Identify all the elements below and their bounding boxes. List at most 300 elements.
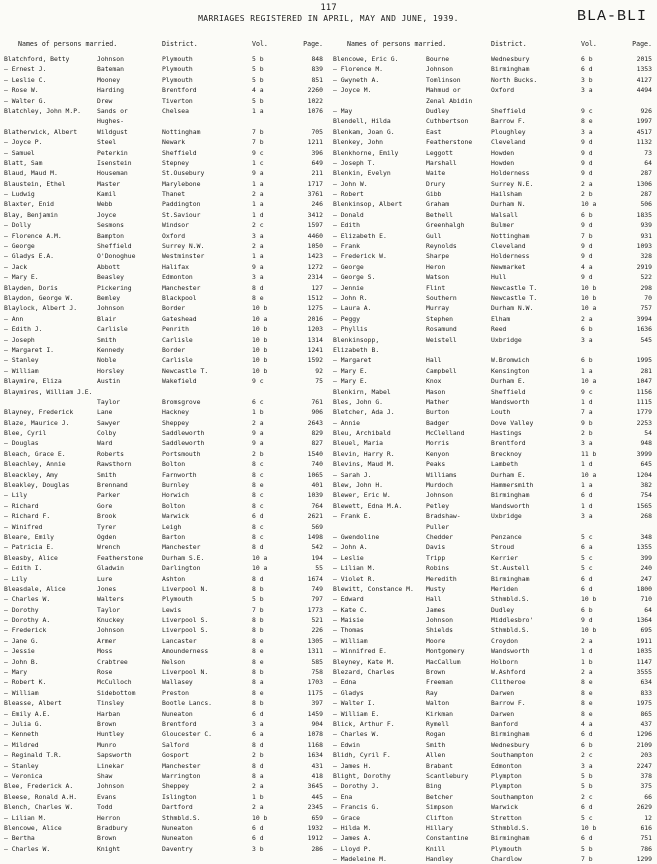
entry-page: 948 bbox=[640, 439, 652, 448]
entry-name: Blaze, Maurice J. bbox=[4, 418, 70, 427]
entry-spouse-surname: Knight bbox=[97, 844, 121, 853]
entry-name: Blenkin, Evelyn bbox=[333, 169, 391, 178]
entry-name: — Joseph bbox=[4, 335, 35, 344]
register-entry bbox=[4, 345, 326, 355]
entry-page: 1364 bbox=[636, 616, 652, 625]
entry-volume: 8 c bbox=[252, 522, 264, 531]
entry-name: — Maisie bbox=[333, 616, 364, 625]
entry-district: Brentford bbox=[162, 720, 197, 728]
register-entry bbox=[333, 293, 655, 303]
entry-name: Blenkam, Joan G. bbox=[333, 127, 395, 136]
entry-name: — Patricia E. bbox=[4, 543, 55, 552]
register-entry bbox=[333, 241, 655, 251]
entry-spouse-surname: Drew bbox=[97, 96, 113, 105]
entry-name: Bleasby, Alice bbox=[4, 553, 58, 562]
entry-page: 1065 bbox=[307, 470, 323, 479]
entry-name: — Madeleine M. bbox=[333, 855, 387, 864]
entry-name: Blee, Cyril bbox=[4, 429, 47, 438]
entry-district: Carlisle bbox=[162, 356, 193, 365]
register-entry bbox=[4, 168, 326, 178]
entry-name: Blewitt, Constance M. bbox=[333, 584, 414, 593]
entry-page: 399 bbox=[640, 553, 652, 562]
register-entry bbox=[4, 698, 326, 708]
entry-district: Durham S.E. bbox=[162, 553, 205, 562]
entry-name: Blench, Charles W. bbox=[4, 803, 74, 812]
entry-spouse-surname: Zenal Abidin bbox=[426, 96, 473, 105]
register-entry bbox=[4, 813, 326, 823]
entry-spouse-surname: Walters bbox=[97, 595, 124, 604]
entry-spouse-surname: Kennedy bbox=[97, 345, 124, 354]
entry-spouse-surname: Sawyer bbox=[97, 418, 121, 427]
entry-name: Bleackley, Amy bbox=[4, 470, 58, 479]
entry-spouse-surname: Knuckey bbox=[97, 616, 124, 625]
entry-district: Holborn bbox=[491, 657, 518, 666]
entry-spouse-surname: Kamil bbox=[97, 190, 117, 199]
entry-page: 226 bbox=[311, 626, 323, 635]
register-entry bbox=[333, 802, 655, 812]
entry-district: Warwick bbox=[162, 512, 189, 521]
entry-spouse-surname: Heron bbox=[426, 262, 446, 271]
header-district: District. bbox=[491, 40, 527, 48]
entry-spouse-surname: Lure bbox=[97, 574, 113, 583]
entry-page: 1597 bbox=[307, 221, 323, 230]
entry-spouse-surname: Tyrer bbox=[97, 522, 117, 531]
register-entry bbox=[333, 584, 655, 594]
entry-page: 1311 bbox=[307, 647, 323, 656]
register-entry bbox=[4, 459, 326, 469]
entry-volume: 10 b bbox=[581, 595, 597, 604]
entry-name: Blatherwick, Albert bbox=[4, 127, 78, 136]
entry-name: — Mary bbox=[4, 668, 28, 677]
entry-spouse-surname: Harding bbox=[97, 86, 124, 95]
entry-district: St.Austell bbox=[491, 564, 530, 573]
entry-volume: 8 d bbox=[252, 543, 264, 552]
entry-spouse-surname: Houseman bbox=[97, 169, 128, 178]
entry-spouse-surname: Tomlinson bbox=[426, 75, 461, 84]
entry-volume: 5 b bbox=[581, 782, 593, 791]
entry-name: Blaustein, Ethel bbox=[4, 179, 66, 188]
entry-name: — Leslie bbox=[333, 553, 364, 562]
entry-spouse-surname: Featherstone bbox=[97, 553, 144, 562]
entry-volume: 1 a bbox=[581, 366, 593, 375]
entry-page: 1353 bbox=[636, 65, 652, 74]
entry-name: — Joyce P. bbox=[4, 138, 43, 147]
entry-spouse-surname: Smith bbox=[426, 740, 446, 749]
entry-name: — George bbox=[333, 262, 364, 271]
entry-page: 839 bbox=[311, 65, 323, 74]
entry-district: Gateshead bbox=[162, 314, 197, 323]
entry-volume: 1 a bbox=[252, 252, 264, 261]
entry-page: 1423 bbox=[307, 252, 323, 261]
entry-name: Blenkirn, Mabel bbox=[333, 387, 391, 396]
register-entry bbox=[333, 813, 655, 823]
entry-name: Bleu, Archibald bbox=[333, 429, 391, 438]
entry-spouse-surname: Webb bbox=[97, 200, 113, 209]
entry-spouse-surname: Featherstone bbox=[426, 138, 473, 147]
entry-spouse-surname: Bradbury bbox=[97, 823, 128, 832]
page-title: MARRIAGES REGISTERED IN APRIL, MAY AND JUNE, 1939. bbox=[198, 14, 459, 23]
entry-district: Farnworth bbox=[162, 470, 197, 479]
register-entry bbox=[333, 854, 655, 864]
header-district: District. bbox=[162, 40, 198, 48]
entry-spouse-surname: Stephen bbox=[426, 314, 453, 323]
entry-spouse-surname: Evans bbox=[97, 792, 117, 801]
entry-page: 211 bbox=[311, 169, 323, 178]
entry-volume: 10 b bbox=[581, 626, 597, 635]
entry-volume: 4 a bbox=[581, 262, 593, 271]
entry-page: 2260 bbox=[307, 86, 323, 95]
entry-page: 2621 bbox=[307, 512, 323, 521]
column-header bbox=[333, 34, 655, 54]
entry-name: — Mary E. bbox=[4, 273, 39, 282]
entry-page: 1779 bbox=[636, 408, 652, 417]
entry-spouse-surname: Kenyon bbox=[426, 449, 450, 458]
entry-page: 75 bbox=[315, 377, 323, 386]
entry-name: — Jessie bbox=[4, 647, 35, 656]
entry-district: Holderness bbox=[491, 169, 530, 178]
entry-page: 1078 bbox=[307, 730, 323, 739]
entry-district: Darlington bbox=[162, 564, 201, 573]
entry-volume: 6 a bbox=[581, 543, 593, 552]
entry-volume: 1 a bbox=[252, 106, 264, 115]
entry-spouse-surname: Brabant bbox=[426, 761, 453, 770]
entry-name: Bleakley, Douglas bbox=[4, 481, 70, 490]
entry-page: 522 bbox=[640, 273, 652, 282]
entry-page: 286 bbox=[311, 844, 323, 853]
entry-volume: 8 e bbox=[581, 688, 593, 697]
entry-page: 418 bbox=[311, 771, 323, 780]
register-entry bbox=[333, 355, 655, 365]
entry-spouse-surname: Johnson bbox=[426, 491, 453, 500]
entry-district: Bootle Lancs. bbox=[162, 699, 213, 708]
entry-volume: 8 b bbox=[252, 699, 264, 708]
entry-district: Brentford bbox=[491, 439, 526, 448]
entry-page: 829 bbox=[311, 429, 323, 438]
entry-district: Howden bbox=[491, 148, 515, 157]
entry-page: 1047 bbox=[636, 377, 652, 386]
register-entry bbox=[333, 387, 655, 397]
register-entry bbox=[333, 729, 655, 739]
entry-spouse-surname: Rosamund bbox=[426, 325, 457, 334]
entry-spouse-surname: Petley bbox=[426, 501, 450, 510]
entry-volume: 4 a bbox=[581, 720, 593, 728]
entry-name: — Winnifred E. bbox=[333, 647, 387, 656]
entry-name: — Frederick bbox=[4, 626, 47, 635]
entry-district: Elham bbox=[491, 314, 511, 323]
entry-page: 506 bbox=[640, 200, 652, 209]
entry-district: Halifax bbox=[162, 262, 189, 271]
register-entry bbox=[4, 823, 326, 833]
entry-name: — William bbox=[333, 636, 368, 645]
entry-page: 66 bbox=[644, 792, 652, 801]
register-entry bbox=[333, 179, 655, 189]
entry-spouse-surname: Mooney bbox=[97, 75, 121, 84]
register-entry bbox=[4, 75, 326, 85]
entry-district: Kerrier bbox=[491, 553, 518, 562]
entry-district: Newark bbox=[162, 138, 186, 147]
entry-page: 54 bbox=[644, 429, 652, 438]
register-entry bbox=[4, 85, 326, 95]
entry-spouse-surname: Beasley bbox=[97, 273, 124, 282]
register-entry bbox=[4, 833, 326, 843]
entry-spouse-surname: Herron bbox=[97, 813, 121, 822]
entry-name: Blatt, Sam bbox=[4, 158, 43, 167]
register-entry bbox=[333, 636, 655, 646]
entry-page: 1050 bbox=[307, 242, 323, 251]
entry-volume: 10 a bbox=[581, 470, 597, 479]
entry-spouse-surname: Walton bbox=[426, 699, 450, 708]
entry-district: Brentford bbox=[162, 86, 197, 95]
entry-name: — Gladys E.A. bbox=[4, 252, 55, 261]
entry-spouse-surname: Johnson bbox=[97, 55, 124, 63]
entry-spouse-surname: Sapsworth bbox=[97, 751, 132, 760]
entry-spouse-surname: Simpson bbox=[426, 803, 453, 812]
entry-volume: 9 d bbox=[581, 169, 593, 178]
register-entry bbox=[333, 563, 655, 573]
entry-volume: 5 b bbox=[252, 65, 264, 74]
entry-page: 1997 bbox=[636, 117, 652, 126]
entry-district: Wednesbury bbox=[491, 740, 530, 749]
entry-spouse-surname: Carlisle bbox=[97, 325, 128, 334]
register-entry bbox=[4, 646, 326, 656]
entry-page: 3761 bbox=[307, 190, 323, 199]
register-entry bbox=[333, 605, 655, 615]
entry-volume: 9 d bbox=[581, 273, 593, 282]
entry-district: Burnley bbox=[162, 481, 189, 490]
entry-page: 749 bbox=[311, 584, 323, 593]
register-entry bbox=[4, 594, 326, 604]
entry-district: Bolton bbox=[162, 460, 186, 469]
entry-spouse-surname: Crabtree bbox=[97, 657, 128, 666]
entry-name: Bletcher, Ada J. bbox=[333, 408, 395, 417]
entry-name: Bleasse, Albert bbox=[4, 699, 62, 708]
entry-page: 1314 bbox=[307, 335, 323, 344]
register-entry bbox=[333, 740, 655, 750]
entry-district: Preston bbox=[162, 688, 189, 697]
entry-name: — Stanley bbox=[4, 761, 39, 770]
entry-volume: 5 b bbox=[252, 55, 264, 63]
register-entry bbox=[4, 553, 326, 563]
entry-district: Newmarket bbox=[491, 262, 526, 271]
entry-page: 1773 bbox=[307, 605, 323, 614]
entry-volume: 3 a bbox=[252, 273, 264, 282]
entry-district: Plymouth bbox=[162, 65, 193, 74]
entry-page: 1115 bbox=[636, 397, 652, 406]
entry-spouse-surname: Johnson bbox=[97, 626, 124, 635]
entry-spouse-surname: Musty bbox=[426, 584, 446, 593]
entry-district: St.Saviour bbox=[162, 210, 201, 219]
register-entry bbox=[333, 366, 655, 376]
entry-name: — Frank bbox=[333, 242, 360, 251]
entry-district: Warwick bbox=[491, 803, 518, 812]
entry-spouse-surname: Pickering bbox=[97, 283, 132, 292]
entry-name: Bleuel, Maria bbox=[333, 439, 384, 448]
entry-district: Clitheroe bbox=[491, 678, 526, 687]
entry-name: — John W. bbox=[333, 179, 368, 188]
entry-volume: 1 b bbox=[252, 792, 264, 801]
entry-name: Blaud, Maud M. bbox=[4, 169, 58, 178]
entry-page: 827 bbox=[311, 439, 323, 448]
register-entry bbox=[333, 823, 655, 833]
entry-volume: 10 a bbox=[581, 377, 597, 386]
register-entry bbox=[333, 771, 655, 781]
entry-spouse-surname: Peaks bbox=[426, 460, 446, 469]
entry-district: Ploughley bbox=[491, 127, 526, 136]
entry-name: — John R. bbox=[333, 293, 368, 302]
entry-volume: 8 e bbox=[252, 636, 264, 645]
entry-district: Brecknoy bbox=[491, 449, 522, 458]
entry-spouse-surname: Betcher bbox=[426, 792, 453, 801]
entry-district: Birmingham bbox=[491, 574, 530, 583]
entry-spouse-surname: Handley bbox=[426, 855, 453, 864]
register-entry bbox=[333, 397, 655, 407]
entry-spouse-surname: Ogden bbox=[97, 532, 117, 541]
register-entry bbox=[333, 168, 655, 178]
entry-page: 1203 bbox=[307, 325, 323, 334]
entry-name: — Charles W. bbox=[4, 844, 51, 853]
entry-district: Edmonton bbox=[162, 273, 193, 282]
entry-district: Birmingham bbox=[491, 834, 530, 843]
register-entry bbox=[333, 709, 655, 719]
header-vol: Vol. bbox=[252, 40, 268, 48]
entry-name: — Gwendoline bbox=[333, 532, 380, 541]
register-entry bbox=[4, 584, 326, 594]
entry-spouse-surname: Marshall bbox=[426, 158, 457, 167]
entry-spouse-surname: Robins bbox=[426, 564, 450, 573]
entry-district: Durham E. bbox=[491, 377, 526, 386]
entry-name: Blencowe, Eric G. bbox=[333, 55, 399, 63]
entry-volume: 2 a bbox=[252, 190, 264, 199]
entry-district: W.Bromwich bbox=[491, 356, 530, 365]
entry-volume: 8 c bbox=[252, 532, 264, 541]
entry-page: 2314 bbox=[307, 273, 323, 282]
entry-volume: 3 a bbox=[252, 231, 264, 240]
entry-district: Dartford bbox=[162, 803, 193, 812]
register-entry bbox=[333, 116, 655, 126]
entry-name: Blevin, Harry R. bbox=[333, 449, 395, 458]
entry-volume: 9 c bbox=[252, 148, 264, 157]
entry-page: 926 bbox=[640, 106, 652, 115]
entry-district: Surrey N.W. bbox=[162, 242, 205, 251]
register-entry bbox=[4, 220, 326, 230]
register-entry bbox=[333, 303, 655, 313]
entry-page: 401 bbox=[311, 481, 323, 490]
entry-name: — William E. bbox=[333, 709, 380, 718]
entry-district: Southampton bbox=[491, 792, 534, 801]
entry-name: — Julia G. bbox=[4, 720, 43, 728]
register-entry bbox=[333, 189, 655, 199]
register-entry bbox=[4, 303, 326, 313]
entry-volume: 3 a bbox=[252, 720, 264, 728]
entry-district: North Bucks. bbox=[491, 75, 538, 84]
entry-page: 1498 bbox=[307, 532, 323, 541]
entry-spouse-surname: Smith bbox=[97, 470, 117, 479]
entry-name: — Francis G. bbox=[333, 803, 380, 812]
entry-volume: 8 d bbox=[252, 761, 264, 770]
entry-volume: 6 b bbox=[581, 55, 593, 63]
entry-name: — Veronica bbox=[4, 771, 43, 780]
entry-volume: 9 d bbox=[581, 242, 593, 251]
entry-name: — Mary E. bbox=[333, 366, 368, 375]
entry-spouse-surname: James bbox=[426, 605, 446, 614]
right-column bbox=[333, 34, 655, 864]
entry-page: 1355 bbox=[636, 543, 652, 552]
entry-volume: 6 b bbox=[581, 605, 593, 614]
register-entry bbox=[4, 522, 326, 532]
entry-volume: 7 b bbox=[581, 855, 593, 864]
entry-page: 1912 bbox=[307, 834, 323, 843]
register-entry bbox=[4, 750, 326, 760]
entry-page: 1975 bbox=[636, 699, 652, 708]
entry-name: — Dolly bbox=[4, 221, 31, 230]
entry-name: — Charles W. bbox=[333, 730, 380, 739]
register-entry bbox=[4, 231, 326, 241]
entry-name: — Elizabeth E. bbox=[333, 231, 387, 240]
entry-page: 1132 bbox=[636, 138, 652, 147]
entry-volume: 1 b bbox=[252, 408, 264, 417]
entry-spouse-surname: Cuthbertson bbox=[426, 117, 469, 126]
entry-district: Oxford bbox=[162, 231, 186, 240]
entry-spouse-surname: Joyce bbox=[97, 210, 117, 219]
entry-volume: 7 a bbox=[581, 408, 593, 417]
register-entry bbox=[4, 116, 326, 126]
entry-name: — George S. bbox=[333, 273, 376, 282]
entry-name: — William bbox=[4, 366, 39, 375]
entry-page: 931 bbox=[640, 231, 652, 240]
register-entry bbox=[333, 750, 655, 760]
entry-volume: 8 e bbox=[252, 647, 264, 656]
entry-volume: 10 b bbox=[252, 304, 268, 313]
entry-page: 1039 bbox=[307, 491, 323, 500]
entry-volume: 1 c bbox=[252, 158, 264, 167]
register-entry bbox=[4, 605, 326, 615]
entry-name: — Stanley bbox=[4, 356, 39, 365]
entry-name: — Lilian M. bbox=[333, 564, 376, 573]
entry-volume: 1 a bbox=[252, 179, 264, 188]
entry-volume: 5 c bbox=[581, 813, 593, 822]
entry-volume: 2 b bbox=[252, 449, 264, 458]
entry-name: Bleyney, Kate M. bbox=[333, 657, 395, 666]
register-entry bbox=[4, 376, 326, 386]
entry-volume: 6 d bbox=[581, 584, 593, 593]
register-entry bbox=[4, 740, 326, 750]
entry-spouse-surname: Colby bbox=[97, 429, 117, 438]
entry-name: — Thomas bbox=[333, 626, 364, 635]
entry-page: 904 bbox=[311, 720, 323, 728]
entry-name: — Samuel bbox=[4, 148, 35, 157]
entry-page: 2015 bbox=[636, 55, 652, 63]
entry-volume: 3 a bbox=[581, 86, 593, 95]
entry-volume: 2 a bbox=[581, 179, 593, 188]
entry-spouse-surname: Brown bbox=[97, 834, 117, 843]
entry-spouse-surname: Taylor bbox=[97, 397, 121, 406]
register-entry bbox=[333, 480, 655, 490]
entry-name: — Gwyneth A. bbox=[333, 75, 380, 84]
register-entry bbox=[333, 127, 655, 137]
register-entry bbox=[4, 148, 326, 158]
entry-volume: 1 a bbox=[581, 481, 593, 490]
entry-spouse-surname: Smith bbox=[97, 335, 117, 344]
entry-volume: 10 b bbox=[252, 366, 268, 375]
entry-volume: 8 e bbox=[252, 657, 264, 666]
entry-volume: 2 c bbox=[581, 792, 593, 801]
entry-page: 1156 bbox=[636, 387, 652, 396]
entry-page: 375 bbox=[640, 782, 652, 791]
register-entry bbox=[333, 688, 655, 698]
entry-page: 1305 bbox=[307, 636, 323, 645]
entry-volume: 8 e bbox=[252, 688, 264, 697]
register-entry bbox=[4, 511, 326, 521]
